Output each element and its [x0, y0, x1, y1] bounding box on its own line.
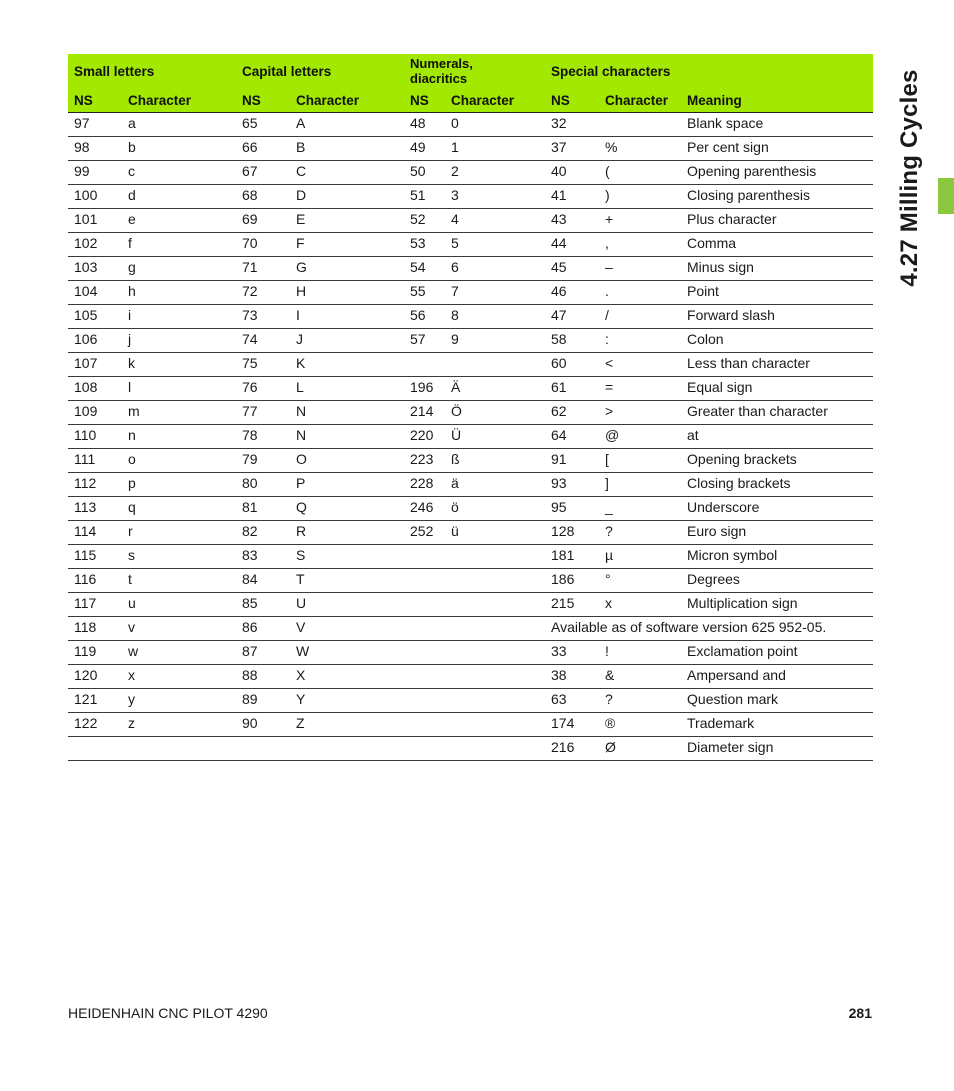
table-cell: Ø: [599, 737, 681, 761]
table-cell: 98: [68, 137, 122, 161]
table-cell: [404, 689, 445, 713]
table-cell: 8: [445, 305, 545, 329]
table-cell: V: [290, 617, 404, 641]
table-row: [68, 281, 873, 305]
table-cell: ?: [599, 689, 681, 713]
table-cell: [445, 545, 545, 569]
table-cell: Point: [681, 281, 873, 305]
table-cell: U: [290, 593, 404, 617]
table-cell: 84: [236, 569, 290, 593]
table-cell: 4: [445, 209, 545, 233]
table-note-cell: Available as of software version 625 952-05.: [545, 617, 873, 641]
table-cell: Ö: [445, 401, 545, 425]
table-cell: N: [290, 425, 404, 449]
table-cell: 99: [68, 161, 122, 185]
table-cell: 51: [404, 185, 445, 209]
table-row: [68, 641, 873, 665]
table-cell: [290, 737, 404, 761]
table-cell: Question mark: [681, 689, 873, 713]
table-cell: [445, 713, 545, 737]
table-row: [68, 257, 873, 281]
table-cell: ): [599, 185, 681, 209]
table-cell: :: [599, 329, 681, 353]
table-cell: +: [599, 209, 681, 233]
table-cell: 54: [404, 257, 445, 281]
group-header-row: [68, 54, 873, 88]
table-cell: o: [122, 449, 236, 473]
table-cell: f: [122, 233, 236, 257]
col-header: Character: [599, 88, 681, 113]
group-header-numerals: [404, 54, 545, 88]
table-row: [68, 569, 873, 593]
table-cell: Euro sign: [681, 521, 873, 545]
table-cell: .: [599, 281, 681, 305]
table-cell: s: [122, 545, 236, 569]
table-cell: [445, 641, 545, 665]
table-cell: ,: [599, 233, 681, 257]
group-header-small: Small letters: [68, 54, 236, 88]
table-cell: [: [599, 449, 681, 473]
table-cell: 61: [545, 377, 599, 401]
table-cell: =: [599, 377, 681, 401]
table-row: [68, 425, 873, 449]
table-cell: y: [122, 689, 236, 713]
table-cell: 80: [236, 473, 290, 497]
table-row: [68, 473, 873, 497]
table-cell: 32: [545, 113, 599, 137]
table-cell: 181: [545, 545, 599, 569]
table-cell: Trademark: [681, 713, 873, 737]
table-cell: ß: [445, 449, 545, 473]
table-body: [68, 113, 873, 761]
table-cell: <: [599, 353, 681, 377]
group-header-capital: Capital letters: [236, 54, 404, 88]
table-cell: 252: [404, 521, 445, 545]
table-cell: Forward slash: [681, 305, 873, 329]
table-cell: Micron symbol: [681, 545, 873, 569]
col-header: NS: [404, 88, 445, 113]
table-cell: W: [290, 641, 404, 665]
group-header-special: Special characters: [545, 54, 873, 88]
table-row: [68, 665, 873, 689]
table-cell: Underscore: [681, 497, 873, 521]
table-cell: 107: [68, 353, 122, 377]
col-header: NS: [68, 88, 122, 113]
table-cell: [404, 641, 445, 665]
table-cell: A: [290, 113, 404, 137]
table-cell: w: [122, 641, 236, 665]
table-cell: Y: [290, 689, 404, 713]
table-cell: 174: [545, 713, 599, 737]
table-cell: 73: [236, 305, 290, 329]
table-cell: [404, 617, 445, 641]
table-row: [68, 521, 873, 545]
table-cell: 58: [545, 329, 599, 353]
table-cell: 68: [236, 185, 290, 209]
footer-product-name: HEIDENHAIN CNC PILOT 4290: [68, 1005, 268, 1021]
table-cell: 79: [236, 449, 290, 473]
table-cell: P: [290, 473, 404, 497]
table-cell: 49: [404, 137, 445, 161]
table-cell: l: [122, 377, 236, 401]
table-row: [68, 737, 873, 761]
table-cell: Plus character: [681, 209, 873, 233]
table-cell: 3: [445, 185, 545, 209]
table-cell: 45: [545, 257, 599, 281]
table-cell: Blank space: [681, 113, 873, 137]
table-cell: [404, 665, 445, 689]
table-cell: 74: [236, 329, 290, 353]
table-cell: &: [599, 665, 681, 689]
chapter-title: 4.27 Milling Cycles: [896, 69, 923, 287]
table-cell: 46: [545, 281, 599, 305]
table-cell: 119: [68, 641, 122, 665]
table-cell: 82: [236, 521, 290, 545]
table-cell: 112: [68, 473, 122, 497]
table-cell: 116: [68, 569, 122, 593]
table-cell: 43: [545, 209, 599, 233]
table-cell: 33: [545, 641, 599, 665]
table-row: [68, 401, 873, 425]
table-cell: 106: [68, 329, 122, 353]
table-row: [68, 137, 873, 161]
table-cell: Exclamation point: [681, 641, 873, 665]
table-row: [68, 689, 873, 713]
table-cell: _: [599, 497, 681, 521]
table-cell: m: [122, 401, 236, 425]
table-cell: 120: [68, 665, 122, 689]
table-cell: h: [122, 281, 236, 305]
table-cell: 63: [545, 689, 599, 713]
table-cell: 117: [68, 593, 122, 617]
table-cell: Ü: [445, 425, 545, 449]
table-cell: 91: [545, 449, 599, 473]
table-cell: 1: [445, 137, 545, 161]
table-cell: Degrees: [681, 569, 873, 593]
table-cell: Closing parenthesis: [681, 185, 873, 209]
table-cell: [445, 737, 545, 761]
table-cell: Closing brackets: [681, 473, 873, 497]
table-cell: 128: [545, 521, 599, 545]
table-row: [68, 305, 873, 329]
table-cell: u: [122, 593, 236, 617]
table-cell: c: [122, 161, 236, 185]
table-cell: 66: [236, 137, 290, 161]
table-cell: ]: [599, 473, 681, 497]
table-cell: 69: [236, 209, 290, 233]
table-cell: Equal sign: [681, 377, 873, 401]
table-cell: 89: [236, 689, 290, 713]
col-header: Meaning: [681, 88, 873, 113]
table-cell: [122, 737, 236, 761]
table-cell: 215: [545, 593, 599, 617]
table-cell: 223: [404, 449, 445, 473]
table-cell: 48: [404, 113, 445, 137]
table-cell: 65: [236, 113, 290, 137]
table-cell: 214: [404, 401, 445, 425]
table-cell: N: [290, 401, 404, 425]
table-cell: O: [290, 449, 404, 473]
table-cell: 110: [68, 425, 122, 449]
table-cell: ®: [599, 713, 681, 737]
table-cell: D: [290, 185, 404, 209]
table-cell: g: [122, 257, 236, 281]
table-cell: 85: [236, 593, 290, 617]
table-cell: 55: [404, 281, 445, 305]
table-cell: 53: [404, 233, 445, 257]
table-cell: 41: [545, 185, 599, 209]
table-cell: 109: [68, 401, 122, 425]
table-cell: 101: [68, 209, 122, 233]
table-cell: [404, 569, 445, 593]
table-cell: Diameter sign: [681, 737, 873, 761]
table-cell: q: [122, 497, 236, 521]
table-cell: 56: [404, 305, 445, 329]
table-cell: 93: [545, 473, 599, 497]
col-header: NS: [545, 88, 599, 113]
table-cell: r: [122, 521, 236, 545]
table-row: [68, 233, 873, 257]
table-cell: 81: [236, 497, 290, 521]
table-cell: [445, 617, 545, 641]
table-cell: 71: [236, 257, 290, 281]
table-row: [68, 329, 873, 353]
table-cell: 105: [68, 305, 122, 329]
table-cell: @: [599, 425, 681, 449]
table-cell: Colon: [681, 329, 873, 353]
table-cell: [404, 737, 445, 761]
col-header: Character: [122, 88, 236, 113]
table-cell: 67: [236, 161, 290, 185]
table-cell: 70: [236, 233, 290, 257]
table-cell: 95: [545, 497, 599, 521]
table-cell: 86: [236, 617, 290, 641]
table-cell: 78: [236, 425, 290, 449]
table-cell: k: [122, 353, 236, 377]
table-cell: 97: [68, 113, 122, 137]
table-cell: 38: [545, 665, 599, 689]
table-cell: [445, 569, 545, 593]
table-cell: Less than character: [681, 353, 873, 377]
table-cell: ö: [445, 497, 545, 521]
table-cell: 52: [404, 209, 445, 233]
table-cell: K: [290, 353, 404, 377]
table-row: [68, 713, 873, 737]
table-row: [68, 545, 873, 569]
table-cell: 37: [545, 137, 599, 161]
table-cell: S: [290, 545, 404, 569]
table-cell: z: [122, 713, 236, 737]
table-cell: e: [122, 209, 236, 233]
table-cell: Z: [290, 713, 404, 737]
table-cell: 196: [404, 377, 445, 401]
table-cell: 0: [445, 113, 545, 137]
numerals-label: Numerals, diacritics: [410, 56, 473, 86]
col-header: NS: [236, 88, 290, 113]
table-row: [68, 617, 873, 641]
table-row: [68, 353, 873, 377]
table-cell: v: [122, 617, 236, 641]
table-cell: T: [290, 569, 404, 593]
col-header: Character: [290, 88, 404, 113]
table-cell: [599, 113, 681, 137]
table-row: [68, 209, 873, 233]
table-cell: 115: [68, 545, 122, 569]
table-cell: p: [122, 473, 236, 497]
table-cell: Greater than character: [681, 401, 873, 425]
table-cell: B: [290, 137, 404, 161]
table-cell: 77: [236, 401, 290, 425]
col-header: Character: [445, 88, 545, 113]
table-cell: 220: [404, 425, 445, 449]
table-cell: 87: [236, 641, 290, 665]
table-cell: L: [290, 377, 404, 401]
chapter-accent-bar: [938, 178, 954, 214]
table-row: [68, 377, 873, 401]
table-cell: >: [599, 401, 681, 425]
table-cell: 108: [68, 377, 122, 401]
table-cell: [445, 593, 545, 617]
table-cell: [236, 737, 290, 761]
table-cell: [404, 353, 445, 377]
table-cell: 122: [68, 713, 122, 737]
table-cell: d: [122, 185, 236, 209]
table-cell: R: [290, 521, 404, 545]
table-cell: –: [599, 257, 681, 281]
table-cell: %: [599, 137, 681, 161]
table-cell: 5: [445, 233, 545, 257]
table-cell: 103: [68, 257, 122, 281]
table-cell: µ: [599, 545, 681, 569]
table-cell: /: [599, 305, 681, 329]
table-cell: °: [599, 569, 681, 593]
table-cell: b: [122, 137, 236, 161]
table-cell: E: [290, 209, 404, 233]
table-cell: 7: [445, 281, 545, 305]
table-cell: I: [290, 305, 404, 329]
table-cell: 60: [545, 353, 599, 377]
table-row: [68, 185, 873, 209]
table-cell: 118: [68, 617, 122, 641]
table-cell: 62: [545, 401, 599, 425]
table-cell: 100: [68, 185, 122, 209]
table-cell: [404, 593, 445, 617]
table-cell: t: [122, 569, 236, 593]
table-cell: x: [599, 593, 681, 617]
table-cell: ü: [445, 521, 545, 545]
table-cell: [445, 689, 545, 713]
table-cell: 121: [68, 689, 122, 713]
table-cell: j: [122, 329, 236, 353]
table-cell: 75: [236, 353, 290, 377]
table-cell: 72: [236, 281, 290, 305]
table-cell: 216: [545, 737, 599, 761]
table-cell: 111: [68, 449, 122, 473]
table-cell: F: [290, 233, 404, 257]
table-cell: Opening parenthesis: [681, 161, 873, 185]
table-cell: 186: [545, 569, 599, 593]
table-cell: H: [290, 281, 404, 305]
table-cell: x: [122, 665, 236, 689]
table-cell: [404, 545, 445, 569]
table-cell: Ampersand and: [681, 665, 873, 689]
table-cell: 246: [404, 497, 445, 521]
table-cell: !: [599, 641, 681, 665]
table-cell: Q: [290, 497, 404, 521]
table-row: [68, 161, 873, 185]
table-cell: Ä: [445, 377, 545, 401]
table-cell: 40: [545, 161, 599, 185]
table-cell: Multiplication sign: [681, 593, 873, 617]
table-cell: [445, 353, 545, 377]
table-cell: Minus sign: [681, 257, 873, 281]
character-code-table: [68, 54, 873, 761]
table-cell: [445, 665, 545, 689]
table-cell: 90: [236, 713, 290, 737]
table-cell: G: [290, 257, 404, 281]
table-cell: 2: [445, 161, 545, 185]
table-cell: C: [290, 161, 404, 185]
table-cell: 113: [68, 497, 122, 521]
table-row: [68, 113, 873, 137]
table-cell: 6: [445, 257, 545, 281]
table-cell: 83: [236, 545, 290, 569]
table-row: [68, 497, 873, 521]
page-number: 281: [848, 1005, 872, 1021]
table-cell: 102: [68, 233, 122, 257]
table-cell: (: [599, 161, 681, 185]
table-cell: 47: [545, 305, 599, 329]
column-header-row: [68, 88, 873, 113]
table-cell: 57: [404, 329, 445, 353]
table-cell: 44: [545, 233, 599, 257]
table-cell: 114: [68, 521, 122, 545]
table-cell: 50: [404, 161, 445, 185]
table-cell: 76: [236, 377, 290, 401]
table-cell: Per cent sign: [681, 137, 873, 161]
table-cell: Opening brackets: [681, 449, 873, 473]
table-cell: a: [122, 113, 236, 137]
table-row: [68, 449, 873, 473]
table-cell: [404, 713, 445, 737]
table-cell: J: [290, 329, 404, 353]
table-cell: i: [122, 305, 236, 329]
table-cell: 88: [236, 665, 290, 689]
table-row: [68, 593, 873, 617]
table-cell: ?: [599, 521, 681, 545]
table-cell: 228: [404, 473, 445, 497]
table-cell: at: [681, 425, 873, 449]
table-cell: X: [290, 665, 404, 689]
table-cell: 64: [545, 425, 599, 449]
table-cell: Comma: [681, 233, 873, 257]
table-cell: 9: [445, 329, 545, 353]
table-cell: 104: [68, 281, 122, 305]
table-cell: ä: [445, 473, 545, 497]
table-cell: [68, 737, 122, 761]
table-cell: n: [122, 425, 236, 449]
